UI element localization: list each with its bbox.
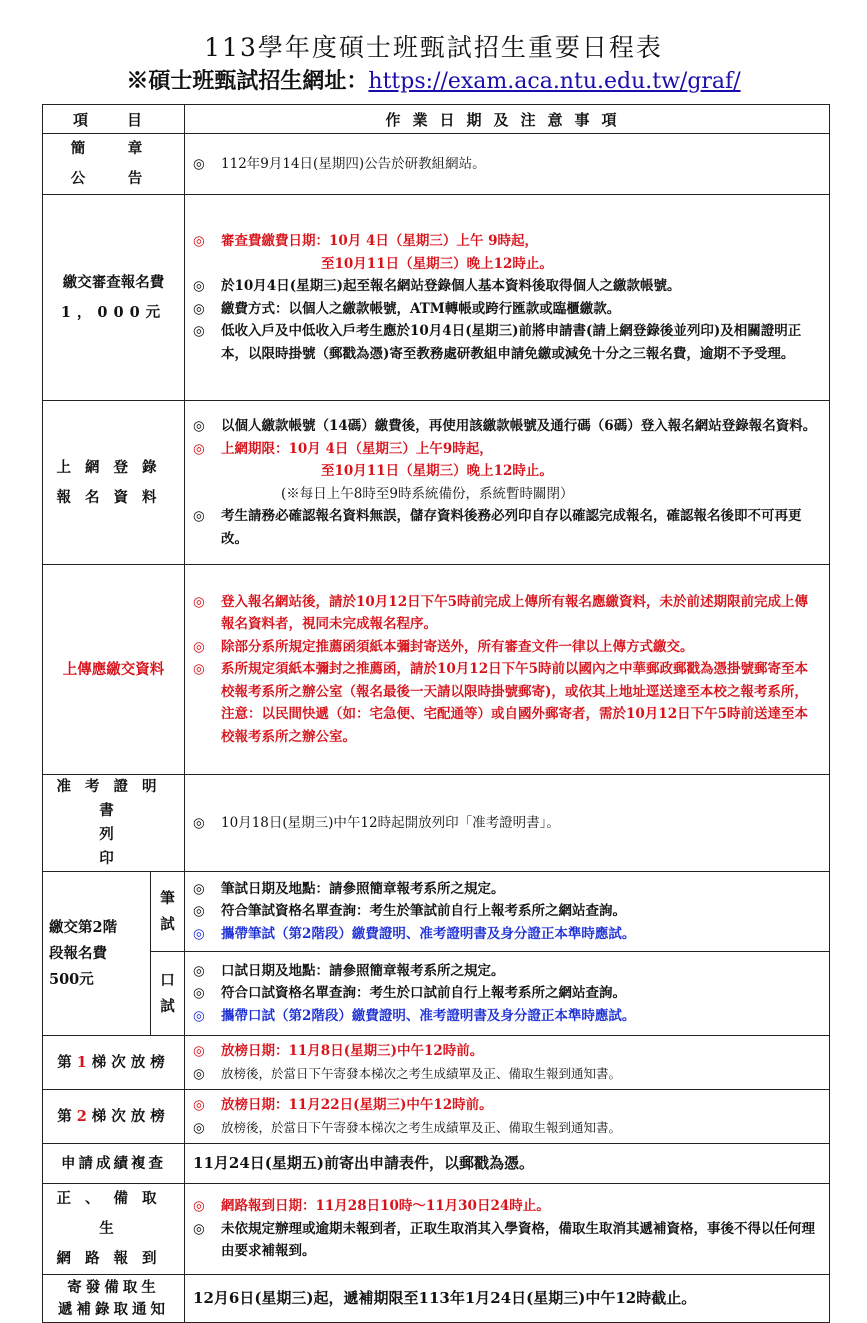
bullet-icon: ◎ bbox=[193, 233, 205, 249]
sublabel-oral: 口試 bbox=[151, 952, 185, 1036]
row-label-list1: 第1梯次放榜 bbox=[43, 1036, 185, 1090]
header-details: 作業日期及注意事項 bbox=[185, 105, 830, 134]
table-row bbox=[43, 195, 830, 401]
header-item: 項 目 bbox=[43, 105, 185, 134]
website-link[interactable]: https://exam.aca.ntu.edu.tw/graf/ bbox=[368, 69, 741, 94]
row-label-admission: 准考證明書 列 印 bbox=[43, 775, 185, 872]
table-row bbox=[43, 401, 830, 565]
row-label-upload: 上傳應繳交資料 bbox=[43, 565, 185, 775]
row-content-online: ◎ 以個人繳款帳號（14碼）繳費後，再使用該繳款帳號及通行碼（6碼）登入報名網站登錄報名資料。 ◎ 上網期限：10月 4日（星期三）上午9時起， 至10月11日（星期三）晚上12時止。 (※每日上午8時至9時系統備份，系統暫時關閉） ◎ 考生請務必確認報名資料無誤，儲存資料後務必列印自存以確認完成報名，確認報名後即不可再更改。 bbox=[185, 401, 830, 565]
bullet-icon: ◎ bbox=[193, 508, 205, 524]
schedule-table bbox=[42, 104, 830, 1323]
bullet-icon: ◎ bbox=[193, 418, 205, 434]
row-label-report: 正、備取生 網路報到 bbox=[43, 1184, 185, 1275]
table-row bbox=[43, 952, 830, 1036]
row-label-review: 申請成績複查 bbox=[43, 1144, 185, 1184]
bullet-icon: ◎ bbox=[193, 155, 205, 172]
url-label: ※碩士班甄試招生網址： bbox=[126, 68, 369, 94]
bullet-icon: ◎ bbox=[193, 903, 205, 920]
bullet-icon: ◎ bbox=[193, 638, 205, 655]
table-row bbox=[43, 134, 830, 195]
bullet-icon: ◎ bbox=[193, 1097, 205, 1113]
bullet-icon: ◎ bbox=[193, 1065, 205, 1082]
bullet-icon: ◎ bbox=[193, 1220, 205, 1237]
table-row bbox=[43, 1184, 830, 1275]
bullet-icon: ◎ bbox=[193, 300, 205, 317]
row-content-list1: ◎ 放榜日期：11月8日(星期三)中午12時前。 ◎ 放榜後，於當日下午寄發本梯次之考生成績單及正、備取生報到通知書。 bbox=[185, 1036, 830, 1090]
row-content-oral: ◎ 口試日期及地點：請參照簡章報考系所之規定。 ◎ 符合口試資格名單查詢：考生於口試前自行上報考系所之網站查詢。 ◎ 攜帶口試（第2階段）繳費證明、准考證明書及身分證正本準時應試。 bbox=[185, 952, 830, 1036]
bullet-icon: ◎ bbox=[193, 814, 205, 831]
table-row bbox=[43, 1144, 830, 1184]
row-content-written: ◎ 筆試日期及地點：請參照簡章報考系所之規定。 ◎ 符合筆試資格名單查詢：考生於筆試前自行上報考系所之網站查詢。 ◎ 攜帶筆試（第2階段）繳費證明、准考證明書及身分證正本準時應試。 bbox=[185, 872, 830, 952]
table-row bbox=[43, 775, 830, 872]
bullet-icon: ◎ bbox=[193, 323, 205, 339]
row-content-report: ◎ 網路報到日期：11月28日10時～11月30日24時止。 ◎ 未依規定辦理或逾期未報到者，正取生取消其入學資格，備取生取消其遞補資格，事後不得以任何理由要求補報到。 bbox=[185, 1184, 830, 1275]
row-content-list2: ◎ 放榜日期：11月22日(星期三)中午12時前。 ◎ 放榜後，於當日下午寄發本梯次之考生成績單及正、備取生報到通知書。 bbox=[185, 1090, 830, 1144]
row-content-admission: ◎ 10月18日(星期三)中午12時起開放列印「准考證明書」。 bbox=[185, 775, 830, 872]
table-row bbox=[43, 1090, 830, 1144]
bullet-icon: ◎ bbox=[193, 880, 205, 897]
row-content-upload: ◎ 登入報名網站後，請於10月12日下午5時前完成上傳所有報名應繳資料，未於前述期限前完成上傳報名資料者，視同未完成報名程序。 ◎ 除部分系所規定推薦函須紙本彌封寄送外，所有審查文件一律以上傳方式繳交。 ◎ 系所規定須紙本彌封之推薦函，請於10月12日下午5時前以國內之中華郵政郵戳為憑掛號郵寄至本校報考系所之辦公室（報名最後一天請以限時掛號郵寄)，或依其上地址逕送達至本校之報考系所，注意：以民間快遞（如：宅急便、宅配通等）或自國外郵寄者，需於10月12日下午5時前送達至本校報考系所之辦公室。 bbox=[185, 565, 830, 775]
table-row bbox=[43, 565, 830, 775]
table-header bbox=[43, 105, 830, 134]
bullet-icon: ◎ bbox=[193, 278, 205, 294]
bullet-icon: ◎ bbox=[193, 962, 205, 979]
row-label-list2: 第2梯次放榜 bbox=[43, 1090, 185, 1144]
row-content-review: 11月24日(星期五)前寄出申請表件，以郵戳為憑。 bbox=[185, 1144, 830, 1184]
bullet-icon: ◎ bbox=[193, 1043, 205, 1059]
row-content-brochure: ◎ 112年9月14日(星期四)公告於研教組網站。 bbox=[185, 134, 830, 195]
bullet-icon: ◎ bbox=[193, 440, 205, 457]
bullet-icon: ◎ bbox=[193, 661, 205, 678]
row-label-brochure: 簡 章 公 告 bbox=[43, 134, 185, 195]
page-title: 113學年度碩士班甄試招生重要日程表 bbox=[204, 33, 663, 62]
row-label-stage2: 繳交第2階 段報名費 500元 bbox=[43, 872, 151, 1036]
sublabel-written: 筆試 bbox=[151, 872, 185, 952]
url-line bbox=[0, 64, 867, 95]
table-row bbox=[43, 1036, 830, 1090]
row-label-waitlist: 寄發備取生 遞補錄取通知 bbox=[43, 1275, 185, 1323]
row-label-online: 上網登錄 報名資料 bbox=[43, 401, 185, 565]
row-label-fee: 繳交審查報名費 1，000元 bbox=[43, 195, 185, 401]
row-content-fee: ◎ 審查費繳費日期：10月 4日（星期三）上午 9時起， 至10月11日（星期三）晚上12時止。 ◎ 於10月4日(星期三)起至報名網站登錄個人基本資料後取得個人之繳款帳號。 ◎ 繳費方式：以個人之繳款帳號，ATM轉帳或跨行匯款或臨櫃繳款。 ◎ 低收入戶及中低收入戶考生應於10月4日(星期三)前將申請書(請上網登錄後並列印)及相關證明正本，以限時掛號（郵戳為憑)寄至教務處研教組申請免繳或減免十分之三報名費，逾期不予受理。 bbox=[185, 195, 830, 401]
bullet-icon: ◎ bbox=[193, 1007, 205, 1024]
bullet-icon: ◎ bbox=[193, 593, 205, 610]
bullet-icon: ◎ bbox=[193, 1119, 205, 1136]
table-row bbox=[43, 872, 830, 952]
row-content-waitlist: 12月6日(星期三)起，遞補期限至113年1月24日(星期三)中午12時截止。 bbox=[185, 1275, 830, 1323]
bullet-icon: ◎ bbox=[193, 985, 205, 1002]
bullet-icon: ◎ bbox=[193, 925, 205, 942]
bullet-icon: ◎ bbox=[193, 1198, 205, 1215]
table-row bbox=[43, 1275, 830, 1323]
